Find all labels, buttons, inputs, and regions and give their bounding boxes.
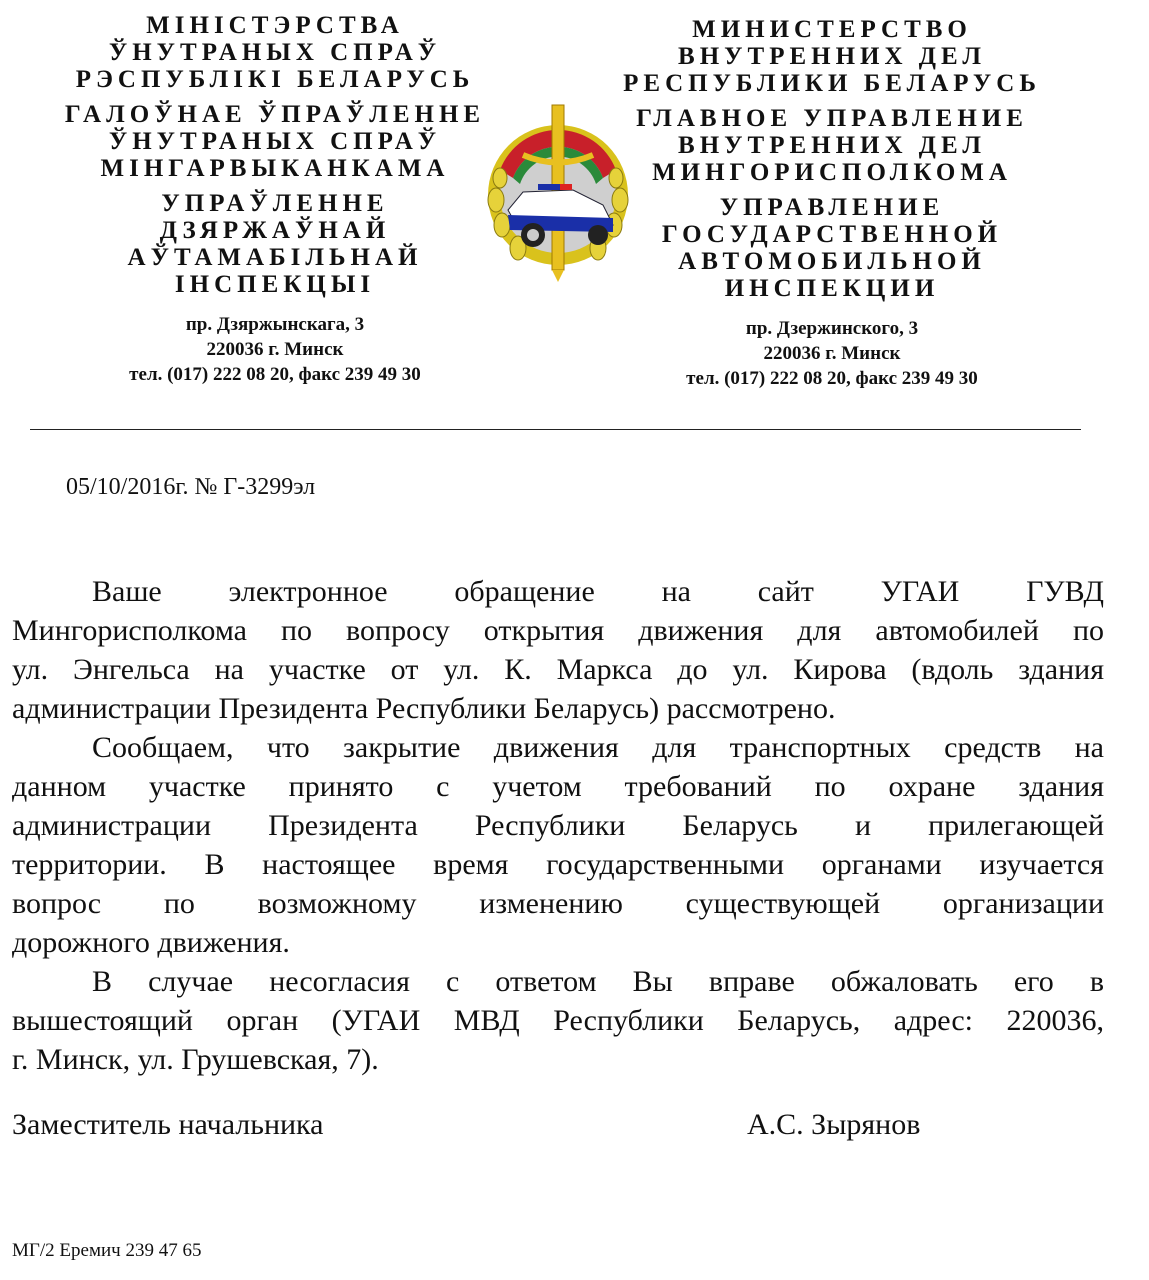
header-line: ИНСПЕКЦИИ	[724, 275, 940, 302]
header-line: ДЗЯРЖАЎНАЙ	[159, 217, 391, 244]
header-line: ГЛАВНОЕ УПРАВЛЕНИЕ	[636, 105, 1028, 132]
body-line: территории. В настоящее время государственными органами изучается	[12, 848, 1104, 881]
signatory-title: Заместитель начальника	[12, 1108, 324, 1141]
body-line: Ваше электронное обращение на сайт УГАИ ГУВД	[92, 575, 1104, 608]
header-line: АЎТАМАБІЛЬНАЙ	[127, 244, 423, 271]
address-city: 220036 г. Минск	[763, 343, 901, 364]
letter-body	[12, 572, 1104, 1079]
header-russian	[572, 16, 1092, 391]
body-line: дорожного движения.	[12, 926, 290, 959]
body-line: администрации Президента Республики Беларусь и прилегающей	[12, 809, 1104, 842]
header-line: ЎНУТРАНЫХ СПРАЎ	[108, 128, 442, 155]
header-line: УПРАЎЛЕННЕ	[161, 190, 389, 217]
header-line: ВНУТРЕННИХ ДЕЛ	[678, 132, 986, 159]
body-line: В случае несогласия с ответом Вы вправе обжаловать его в	[92, 965, 1104, 998]
address-block	[572, 316, 1092, 391]
signatory-name: А.С. Зырянов	[747, 1108, 921, 1141]
date-and-number: 05/10/2016г. № Г-3299эл	[66, 474, 316, 500]
body-line: администрации Президента Республики Беларусь) рассмотрено.	[12, 692, 836, 725]
header-line: АВТОМОБИЛЬНОЙ	[678, 248, 986, 275]
body-line: г. Минск, ул. Грушевская, 7).	[12, 1043, 379, 1076]
header-belarusian	[15, 12, 535, 387]
header-line: МИНИСТЕРСТВО	[692, 16, 972, 43]
header-line: ІНСПЕКЦЫІ	[174, 271, 376, 298]
address-phone: тел. (017) 222 08 20, факс 239 49 30	[686, 368, 978, 389]
address-phone: тел. (017) 222 08 20, факс 239 49 30	[129, 364, 421, 385]
header-divider	[30, 429, 1081, 430]
body-line: вопрос по возможному изменению существующей организации	[12, 887, 1104, 920]
body-line: Мингорисполкома по вопросу открытия движения для автомобилей по	[12, 614, 1104, 647]
header-line: УПРАВЛЕНИЕ	[719, 194, 945, 221]
address-street: пр. Дзержинского, 3	[745, 318, 919, 339]
executor-note: МГ/2 Еремич 239 47 65	[12, 1240, 202, 1261]
header-line: МИНГОРИСПОЛКОМА	[652, 159, 1012, 186]
body-line: вышестоящий орган (УГАИ МВД Республики Беларусь, адрес: 220036,	[12, 1004, 1104, 1037]
header-line: РЕСПУБЛИКИ БЕЛАРУСЬ	[623, 70, 1041, 97]
body-line: данном участке принято с учетом требований по охране здания	[12, 770, 1104, 803]
address-city: 220036 г. Минск	[206, 339, 344, 360]
header-line: ГОСУДАРСТВЕННОЙ	[661, 221, 1003, 248]
header-line: ВНУТРЕННИХ ДЕЛ	[678, 43, 986, 70]
header-line: ГАЛОЎНАЕ ЎПРАЎЛЕННЕ	[64, 101, 486, 128]
address-street: пр. Дзяржынскага, 3	[185, 314, 365, 335]
header-line: МІНІСТЭРСТВА	[146, 12, 404, 39]
header-line: ЎНУТРАНЫХ СПРАЎ	[108, 39, 442, 66]
header-line: МІНГАРВЫКАНКАМА	[100, 155, 450, 182]
traffic-police-emblem-icon	[478, 100, 638, 285]
body-line: ул. Энгельса на участке от ул. К. Маркса до ул. Кирова (вдоль здания	[12, 653, 1104, 686]
body-line: Сообщаем, что закрытие движения для транспортных средств на	[92, 731, 1104, 764]
header-line: РЭСПУБЛІКІ БЕЛАРУСЬ	[75, 66, 475, 93]
address-block	[15, 312, 535, 387]
